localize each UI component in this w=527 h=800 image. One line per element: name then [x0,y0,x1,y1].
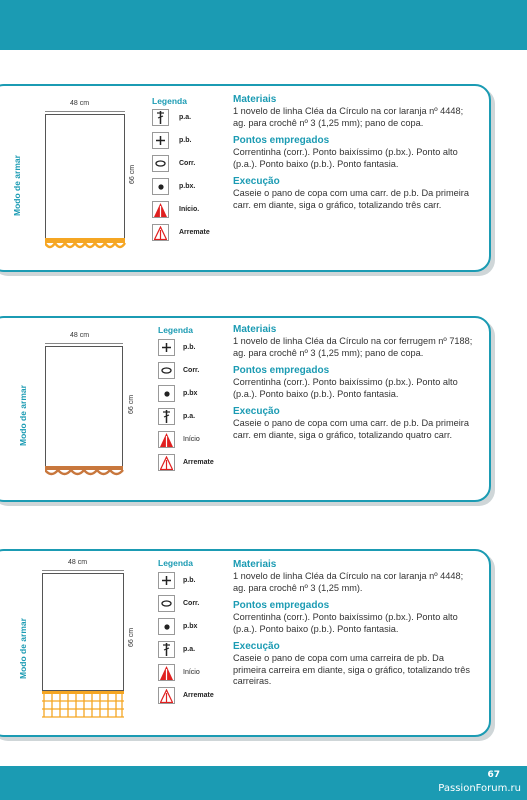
pattern-card-3 [0,549,491,737]
site-watermark: PassionForum.ru [438,783,521,794]
legend-label: p.bx [183,623,198,630]
legend-label: p.b. [179,137,192,144]
page-number: 67 [487,770,500,780]
execution-title: Execução [233,176,280,187]
stitches-title: Pontos empregados [233,135,330,146]
materials-title: Materiais [233,559,277,570]
legend-label: Início [183,436,200,443]
mode-label: Modo de armar [18,385,28,446]
pa-icon [158,408,175,425]
width-label: 48 cm [70,332,90,339]
height-label: 66 cm [129,164,136,184]
legend-label: p.a. [179,114,192,121]
materials-title: Materiais [233,94,277,105]
arremate-icon [158,454,175,471]
execution-text: Caseie o pano de copa com uma carr. de p.b. Da primeira carr. em diante, siga o gráfico, totalizando quatro carr. [233,418,469,440]
materials-text: 1 novelo de linha Cléa da Círculo na cor ferrugem nº 7188; ag. para crochê nº 3 (1,25 mm); pano de copa. [233,336,473,358]
materials-text: 1 novelo de linha Cléa da Círculo na cor laranja nº 4448; ag. para crochê nº 3 (1,25 mm). [233,571,464,593]
execution-title: Execução [233,406,280,417]
copper-scallop-edge [45,466,125,480]
legend-label: Arremate [183,459,214,466]
execution-text: Caseie o pano de copa com uma carr. de p.b. Da primeira carr. em diante, siga o gráfico, totalizando três carr. [233,188,469,210]
legend-label: Arremate [179,229,210,236]
legend-title: Legenda [158,558,193,568]
pa-icon [158,641,175,658]
inicio-icon [152,201,169,218]
cloth-diagram [45,114,125,240]
pattern-text [233,559,478,694]
pbx-icon [158,385,175,402]
pattern-text [233,324,478,447]
stitches-title: Pontos empregados [233,600,330,611]
mode-label: Modo de armar [18,618,28,679]
legend-label: Corr. [183,367,200,374]
pa-icon [152,109,169,126]
pattern-card-1 [0,84,491,272]
materials-title: Materiais [233,324,277,335]
corr-icon [158,595,175,612]
legend-label: p.a. [183,413,196,420]
legend-label: p.b. [183,577,196,584]
legend-label: Arremate [183,692,214,699]
top-banner [0,0,527,50]
legend-title: Legenda [158,325,193,335]
height-label: 66 cm [128,394,135,414]
inicio-icon [158,664,175,681]
pattern-text [233,94,478,217]
legend-label: Início [183,669,200,676]
legend-title: Legenda [152,96,187,106]
legend-label: Corr. [183,600,200,607]
height-label: 66 cm [128,627,135,647]
pattern-card-2 [0,316,491,502]
stitches-text: Correntinha (corr.). Ponto baixíssimo (p.bx.). Ponto alto (p.a.). Ponto baixo (p.b.). Ponto fantasia. [233,377,458,399]
inicio-icon [158,431,175,448]
legend-label: p.b. [183,344,196,351]
pb-icon [158,339,175,356]
legend-label: Corr. [179,160,196,167]
width-label: 48 cm [70,100,90,107]
execution-text: Caseie o pano de copa com uma carreira de pb. Da primeira carreira em diante, siga o gráfico, totalizando três carreiras. [233,653,470,686]
stitches-text: Correntinha (corr.). Ponto baixíssimo (p.bx.). Ponto alto (p.a.). Ponto baixo (p.b.). Ponto fantasia. [233,147,458,169]
orange-lace-edge [42,691,126,721]
width-line [45,111,125,112]
corr-icon [158,362,175,379]
arremate-icon [158,687,175,704]
cloth-diagram [45,346,123,468]
cloth-diagram [42,573,124,691]
mode-label: Modo de armar [12,155,22,216]
corr-icon [152,155,169,172]
legend-label: p.bx [183,390,198,397]
orange-scallop-edge [45,238,127,252]
pb-icon [152,132,169,149]
stitches-title: Pontos empregados [233,365,330,376]
pb-icon [158,572,175,589]
width-line [42,570,124,571]
pbx-icon [158,618,175,635]
width-line [45,343,123,344]
bottom-banner [0,766,527,800]
materials-text: 1 novelo de linha Cléa da Círculo na cor laranja nº 4448; ag. para crochê nº 3 (1,25 mm); pano de copa. [233,106,464,128]
execution-title: Execução [233,641,280,652]
width-label: 48 cm [68,559,88,566]
legend-label: Início. [179,206,200,213]
pbx-icon [152,178,169,195]
legend-label: p.a. [183,646,196,653]
stitches-text: Correntinha (corr.). Ponto baixíssimo (p.bx.). Ponto alto (p.a.). Ponto baixo (p.b.). Ponto fantasia. [233,612,458,634]
legend-label: p.bx. [179,183,196,190]
arremate-icon [152,224,169,241]
